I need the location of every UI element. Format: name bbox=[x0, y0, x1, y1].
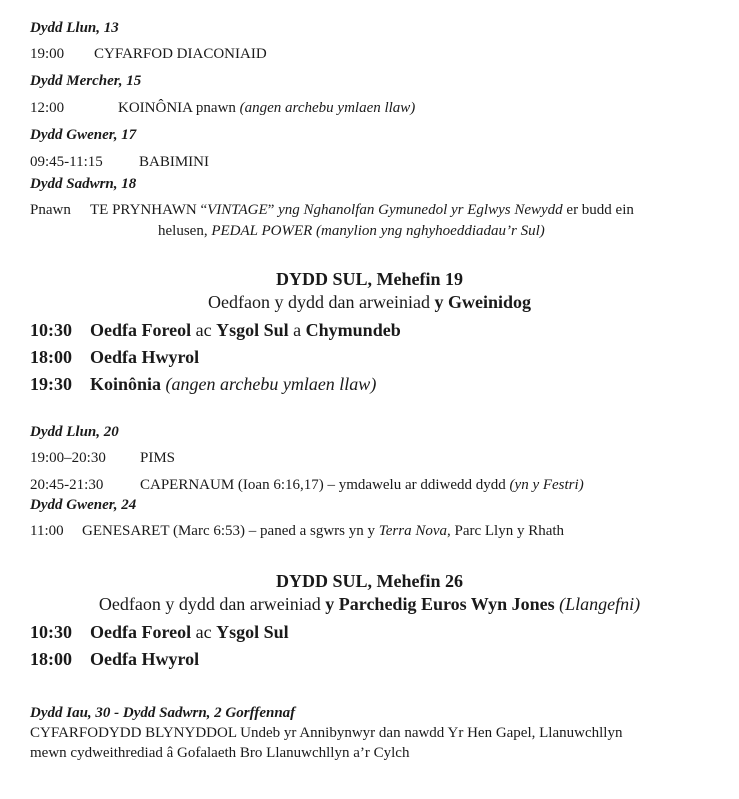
service-time: 10:30 bbox=[30, 622, 72, 642]
service-note: (angen archebu ymlaen llaw) bbox=[161, 374, 377, 394]
service-extra: Ysgol Sul bbox=[216, 320, 289, 340]
event-time: 19:00–20:30 bbox=[30, 450, 106, 466]
service-extra: Chymundeb bbox=[305, 320, 401, 340]
event-charity-label: helusen, bbox=[158, 223, 212, 239]
service-name: Oedfa Hwyrol bbox=[90, 649, 200, 669]
sunday-heading-19: DYDD SUL, Mehefin 19 bbox=[276, 269, 463, 289]
event-title: PIMS bbox=[140, 450, 176, 466]
day-heading-wed-15: Dydd Mercher, 15 bbox=[30, 73, 142, 89]
event-title-part: er budd ein bbox=[562, 202, 634, 218]
event-time: 19:00 bbox=[30, 46, 65, 62]
event-venue: Terra Nova bbox=[378, 523, 447, 539]
service-time: 18:00 bbox=[30, 347, 72, 367]
service-details bbox=[90, 374, 376, 395]
event-time: 12:00 bbox=[30, 100, 65, 116]
service-name: Oedfa Foreol bbox=[90, 320, 192, 340]
event-details bbox=[140, 477, 584, 494]
day-heading-fri-17: Dydd Gwener, 17 bbox=[30, 127, 137, 143]
event-row bbox=[30, 477, 584, 494]
service-row bbox=[30, 320, 401, 341]
event-time: 11:00 bbox=[30, 523, 64, 539]
leader-prefix: Oedfaon y dydd dan arweiniad bbox=[98, 594, 326, 614]
service-row bbox=[30, 347, 200, 368]
service-name: Oedfa Hwyrol bbox=[90, 347, 200, 367]
service-details bbox=[90, 320, 401, 341]
event-row bbox=[30, 450, 176, 467]
connector: a bbox=[288, 320, 306, 340]
service-extra: Ysgol Sul bbox=[216, 622, 289, 642]
leader-name: y Gweinidog bbox=[434, 292, 531, 312]
event-row bbox=[30, 154, 209, 171]
event-venue: yng Nghanolfan Gymunedol yr Eglwys Newydd bbox=[278, 202, 563, 218]
day-heading-sat-18: Dydd Sadwrn, 18 bbox=[30, 176, 137, 192]
day-heading-fri-24: Dydd Gwener, 24 bbox=[30, 497, 137, 513]
service-time: 19:30 bbox=[30, 374, 72, 394]
assembly-heading: Dydd Iau, 30 - Dydd Sadwrn, 2 Gorffennaf bbox=[30, 705, 296, 721]
event-title-part: TE PRYNHAWN “ bbox=[90, 202, 208, 218]
leader-name: y Parchedig Euros Wyn Jones bbox=[325, 594, 555, 614]
event-row bbox=[30, 202, 634, 219]
event-title: CAPERNAUM (Ioan 6:16,17) – ymdawelu ar ddiwedd dydd bbox=[140, 477, 510, 493]
event-time: 20:45-21:30 bbox=[30, 477, 104, 493]
service-row bbox=[30, 622, 289, 643]
service-name: Oedfa Foreol bbox=[90, 622, 192, 642]
service-name: Koinônia bbox=[90, 374, 162, 394]
service-row bbox=[30, 649, 200, 670]
service-time: 18:00 bbox=[30, 649, 72, 669]
event-row bbox=[30, 46, 267, 63]
sunday-leader-line bbox=[0, 594, 739, 615]
service-row bbox=[30, 374, 377, 395]
event-title: KOINÔNIA pnawn bbox=[118, 100, 236, 116]
event-title: CYFARFOD DIACONIAID bbox=[94, 46, 267, 62]
sunday-leader-line bbox=[0, 292, 739, 313]
day-heading-mon-13: Dydd Llun, 13 bbox=[30, 20, 119, 36]
day-heading-mon-20: Dydd Llun, 20 bbox=[30, 424, 119, 440]
event-continuation bbox=[158, 223, 545, 240]
connector: ac bbox=[191, 320, 217, 340]
event-time: 09:45-11:15 bbox=[30, 154, 103, 170]
event-details bbox=[82, 523, 564, 540]
leader-place: (Llangefni) bbox=[554, 594, 641, 614]
event-row bbox=[30, 100, 416, 117]
event-details bbox=[118, 100, 415, 117]
event-title-vintage: VINTAGE bbox=[207, 202, 268, 218]
event-title: GENESARET (Marc 6:53) – paned a sgwrs yn y bbox=[82, 523, 379, 539]
event-title: BABIMINI bbox=[139, 154, 209, 170]
event-details bbox=[90, 202, 634, 219]
event-title-part: ” bbox=[267, 202, 279, 218]
assembly-line: mewn cydweithrediad â Gofalaeth Bro Llanuwchllyn a’r Cylch bbox=[30, 745, 410, 761]
sunday-heading-26: DYDD SUL, Mehefin 26 bbox=[276, 571, 463, 591]
service-details bbox=[90, 622, 289, 643]
service-time: 10:30 bbox=[30, 320, 72, 340]
event-place: , Parc Llyn y Rhath bbox=[446, 523, 565, 539]
event-time: Pnawn bbox=[30, 202, 71, 218]
leader-prefix: Oedfaon y dydd dan arweiniad bbox=[208, 292, 435, 312]
connector: ac bbox=[191, 622, 217, 642]
event-row bbox=[30, 523, 565, 540]
event-note: (angen archebu ymlaen llaw) bbox=[239, 100, 416, 116]
event-note: (yn y Festri) bbox=[509, 477, 584, 493]
assembly-line: CYFARFODYDD BLYNYDDOL Undeb yr Annibynwyr dan nawdd Yr Hen Gapel, Llanuwchllyn bbox=[30, 725, 623, 741]
event-charity-name: PEDAL POWER (manylion yng nghyhoeddiadau’r Sul) bbox=[211, 223, 545, 239]
